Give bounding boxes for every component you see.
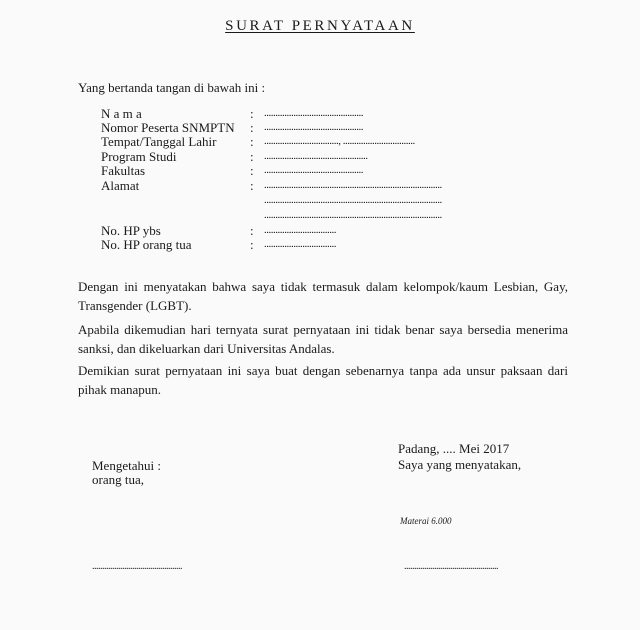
acknowledged-label: Mengetahui : <box>92 458 161 473</box>
field-label-tempat-tanggal-lahir: Tempat/Tanggal Lahir <box>101 134 217 149</box>
stamp-label: Materai 6.000 <box>400 516 452 526</box>
field-label-nama: N a m a <box>101 106 142 121</box>
field-colon: : <box>250 178 254 193</box>
field-colon: : <box>250 237 254 252</box>
field-colon: : <box>250 120 254 135</box>
declarer-signature-line: ............................................... <box>404 561 498 572</box>
field-line-nomor-peserta: ............................................ <box>264 121 363 133</box>
document-title: SURAT PERNYATAAN <box>225 18 415 34</box>
field-colon: : <box>250 163 254 178</box>
field-label-hp-ybs: No. HP ybs <box>101 223 161 238</box>
field-line-alamat: ............................................................................... <box>264 179 442 191</box>
field-line-tempat-tanggal-lahir: ................................., ................................ <box>264 135 415 147</box>
field-colon: : <box>250 149 254 164</box>
field-label-program-studi: Program Studi <box>101 149 177 164</box>
field-label-fakultas: Fakultas <box>101 163 146 178</box>
field-colon: : <box>250 223 254 238</box>
declarer-label: Saya yang menyatakan, <box>398 457 522 472</box>
consequence-paragraph: Apabila dikemudian hari ternyata surat pernyataan ini tidak benar saya bersedia menerima sanksi, dan dikeluarkan dari Universitas Andalas. <box>78 322 568 356</box>
field-line-nama: ............................................ <box>264 107 363 119</box>
field-label-alamat: Alamat <box>101 178 140 193</box>
field-colon: : <box>250 134 254 149</box>
intro-text: Yang bertanda tangan di bawah ini : <box>78 80 266 95</box>
field-label-hp-orang-tua: No. HP orang tua <box>101 237 192 252</box>
parent-signature-line: ............................................. <box>92 561 182 572</box>
field-line-alamat-3: ............................................................................... <box>264 209 442 221</box>
field-line-alamat-2: ............................................................................... <box>264 194 442 206</box>
field-line-hp-orang-tua: ................................ <box>264 238 336 250</box>
place-date: Padang, .... Mei 2017 <box>398 441 510 456</box>
field-line-hp-ybs: ................................ <box>264 224 336 236</box>
field-label-nomor-peserta: Nomor Peserta SNMPTN <box>101 120 235 135</box>
field-line-program-studi: .............................................. <box>264 150 368 162</box>
closing-paragraph: Demikian surat pernyataan ini saya buat dengan sebenarnya tanpa ada unsur paksaan dari pihak manapun. <box>78 363 568 397</box>
field-line-fakultas: ............................................ <box>264 164 363 176</box>
parent-label: orang tua, <box>92 472 144 487</box>
statement-paragraph: Dengan ini menyatakan bahwa saya tidak termasuk dalam kelompok/kaum Lesbian, Gay, Transgender (LGBT). <box>78 279 568 313</box>
field-colon: : <box>250 106 254 121</box>
